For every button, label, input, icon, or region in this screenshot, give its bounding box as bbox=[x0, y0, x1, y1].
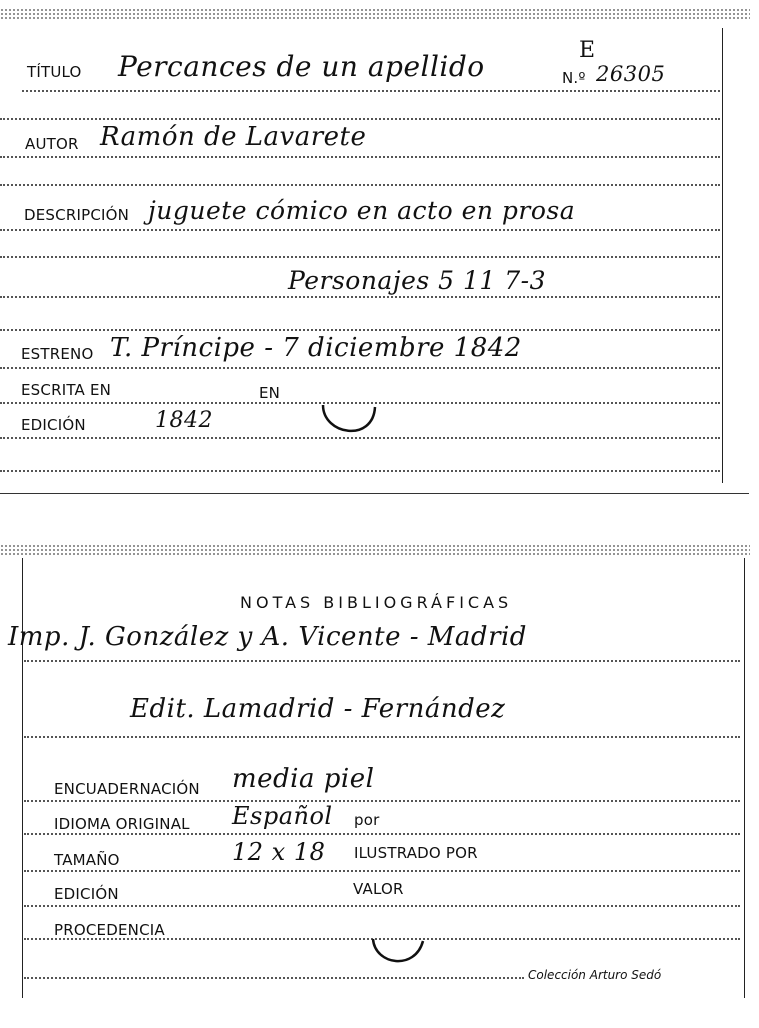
tamano-label: TAMAÑO bbox=[54, 851, 120, 869]
encuadernacion-label: ENCUADERNACIÓN bbox=[54, 780, 200, 798]
notes-rule bbox=[24, 660, 740, 662]
card-top-edge bbox=[0, 8, 750, 20]
bottom-rule bbox=[24, 977, 524, 979]
titulo-value: Percances de un apellido bbox=[118, 50, 485, 83]
estreno-rule bbox=[0, 367, 720, 369]
edicion-label: EDICIÓN bbox=[54, 885, 119, 903]
edicion-value: 1842 bbox=[155, 408, 213, 433]
tamano-rule bbox=[24, 870, 740, 872]
punch-hole-arc bbox=[315, 395, 385, 450]
blank-rule bbox=[0, 184, 720, 186]
por-label: por bbox=[354, 811, 380, 829]
valor-label: VALOR bbox=[353, 880, 404, 898]
estreno-value: T. Príncipe - 7 diciembre 1842 bbox=[110, 333, 522, 363]
catalog-card-2 bbox=[0, 540, 759, 1028]
card-right-border bbox=[722, 28, 723, 483]
note-line-2: Edit. Lamadrid - Fernández bbox=[130, 694, 506, 724]
titulo-rule bbox=[22, 90, 720, 92]
encuadernacion-value: media piel bbox=[232, 764, 375, 794]
descripcion-label: DESCRIPCIÓN bbox=[24, 206, 130, 224]
note-line-1: Imp. J. González y A. Vicente - Madrid bbox=[8, 622, 527, 652]
collection-footer: Colección Arturo Sedó bbox=[528, 968, 662, 982]
ilustrado-label: ILUSTRADO POR bbox=[354, 844, 478, 862]
catalog-card-1 bbox=[0, 0, 759, 495]
idioma-label: IDIOMA ORIGINAL bbox=[54, 815, 190, 833]
estreno-label: ESTRENO bbox=[21, 345, 94, 363]
descripcion-value: juguete cómico en acto en prosa bbox=[148, 196, 576, 225]
edicion-label: EDICIÓN bbox=[21, 416, 86, 434]
blank-rule bbox=[0, 118, 720, 120]
blank-rule bbox=[0, 296, 720, 298]
titulo-label: TÍTULO bbox=[27, 63, 82, 81]
personajes-value: Personajes 5 11 7-3 bbox=[288, 266, 547, 295]
edicion-rule bbox=[24, 905, 740, 907]
punch-hole-arc bbox=[365, 935, 435, 980]
descripcion-rule bbox=[0, 229, 720, 231]
idioma-value: Español bbox=[232, 802, 333, 830]
encuadernacion-rule bbox=[24, 800, 740, 802]
procedencia-label: PROCEDENCIA bbox=[54, 921, 165, 939]
autor-rule bbox=[0, 156, 720, 158]
blank-rule bbox=[0, 329, 720, 331]
card-top-edge bbox=[0, 544, 750, 556]
idioma-rule bbox=[24, 833, 740, 835]
autor-value: Ramón de Lavarete bbox=[100, 122, 367, 152]
en-label: EN bbox=[259, 384, 281, 402]
escrita-en-label: ESCRITA EN bbox=[21, 381, 112, 399]
numero-label: N.º bbox=[562, 69, 586, 87]
notas-heading: NOTAS BIBLIOGRÁFICAS bbox=[240, 593, 513, 612]
numero-value: 26305 bbox=[596, 62, 666, 86]
blank-rule bbox=[0, 470, 720, 472]
card-right-border bbox=[744, 558, 745, 998]
card-separator bbox=[0, 493, 749, 494]
numero-letter: E bbox=[579, 38, 596, 63]
tamano-value: 12 x 18 bbox=[232, 838, 326, 866]
autor-label: AUTOR bbox=[25, 135, 79, 153]
blank-rule bbox=[0, 256, 720, 258]
notes-rule bbox=[24, 736, 740, 738]
